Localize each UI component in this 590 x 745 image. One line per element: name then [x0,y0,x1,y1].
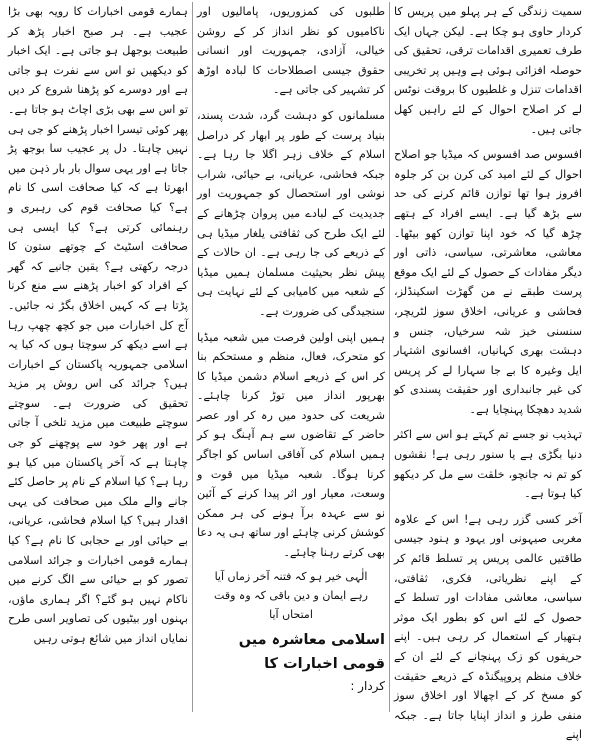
column-middle [192,2,390,712]
right-paragraph-1: سمیت زندگی کے ہر پہلو میں پریس کا کردار حاوی ہو چکا ہے۔ لیکن جہاں ایک طرف تعمیری اقدامات ترقی، تحقیق کی حوصلہ افزائی ہوئی ہے وہیں پر تخریبی اقدامات تنزل و غلطیوں کا بروقت نوٹس لے کر اصلاح احوال کے لئے راہیں کھل جاتی ہیں۔ [394,5,582,136]
section-heading: اسلامی معاشرہ میں قومی اخبارات کا [238,631,385,672]
column-left [4,2,192,712]
left-paragraph-1: ہمارے قومی اخبارات کا رویہ بھی بڑا عجیب ہے۔ ہر صبح اخبار پڑھ کر طبیعت بوجھل ہو جاتی ہے۔ ایک اخبار کو دیکھیں تو اس سے نفرت ہو جاتی ہے اور دوسرے کو پڑھنا شروع کر دیں تو اس سے بھی بڑی اچاٹ ہو جاتا ہے۔ پھر کوئی تیسرا اخبار پڑھنے کو جی ہی نہیں چاہتا۔ دل پر عجیب سا بوجھ پڑ جاتا ہے اور یہی سوال بار بار ذہن میں ابھرتا ہے کہ کیا صحافت اسی کا نام ہے؟ کیا صحافت قوم کی رہبری و رہنمائی کرتی ہے؟ کیا ایسی ہی صحافت اسٹیٹ کے چوتھے ستون کا درجہ رکھتی ہے؟ یقین جانیے کہ گھر کے افراد کو اخبار پڑھنے سے منع کرنا پڑتا ہے کہ کہیں اخلاق بگڑ نہ جائیں۔ آج کل اخبارات میں جو کچھ چھپ رہا ہے اسے دیکھ کر سوچتا ہوں کہ کیا یہ اسلامی جمہوریہ پاکستان کے اخبارات ہیں؟ جرائد کی اس روش پر مزید تحقیق کی ضرورت ہے۔ سوچتے سوچتے طبیعت میں مزید تلخی آ جاتی ہے اور پھر خود سے پوچھنے کو جی چاہتا ہے کہ آخر پاکستان میں کیا ہو رہا ہے؟ کیا اسلام کے نام پر حاصل کئے جانے والے ملک میں صحافت کی یہی اقدار ہیں؟ کیا اسلام فحاشی، عریانی، بے حیائی اور بے حجابی کا نام ہے؟ کیا ہمارے قومی اخبارات و جرائد اسلامی تصور کو بے حیائی سے الگ کرنے میں ناکام نہیں ہو گئے؟ اگر ہماری ماؤں، بہنوں اور بیٹیوں کی تصاویر اسی طرح نمایاں انداز میں شائع ہوتی رہیں [8,5,188,645]
middle-paragraph-3: ہمیں اپنی اولین فرصت میں شعبہ میڈیا کو متحرک، فعال، منظم و مستحکم بنا کر اس کے ذریعے اسلام دشمن میڈیا کا بھرپور انداز میں توڑ کرنا چاہئے۔ شریعت کی حدود میں رہ کر اور عصر حاضر کے تقاضوں سے ہم آہنگ ہو کر ہمیں اسلام کی آفاقی اساس کو اجاگر کرنا ہوگا۔ شعبہ میڈیا میں قوت و وسعت، معیار اور اثر پیدا کرنے کے آئین نو سے عہدہ برآ ہونے کی ہر ممکن کوشش کرنی چاہئے اور ساتھ ہی یہ دعا بھی کرتے رہنا چاہئے۔ [197,330,385,560]
poem-line-2: رہے ایمان و دین باقی کہ وہ وقت امتحاں آیا [214,588,368,621]
column-right [390,2,586,742]
middle-paragraph-2: مسلمانوں کو دہشت گرد، شدت پسند، بنیاد پرست کے طور پر ابھار کر دراصل اسلام کے خلاف زہر اگلا جا رہا ہے۔ جبکہ فحاشی، عریانی، بے حیائی، شراب نوشی اور استحصال کو جمہوریت اور جدیدیت کے لبادے میں پروان چڑھانے کے لئے ایک طرح کی ثقافتی یلغار میڈیا ہی کے ذریعے کی جا رہی ہے۔ ان حالات کے پیش نظر بحیثیت مسلمان ہمیں میڈیا کے شعبہ میں کامیابی کے لئے نہایت ہی سنجیدگی کی ضرورت ہے۔ [197,108,385,318]
poem-couplet [197,567,385,624]
section-subheading: کردار : [350,678,385,693]
right-paragraph-2: افسوس صد افسوس کہ میڈیا جو اصلاح احوال کے لئے امید کی کرن بن کر جلوہ افروز ہوا تھا توازن قائم کرنے کی حد سے بڑھ گیا ہے۔ ایسے افراد کے ہتھے چڑھ گیا کہ خود اپنا توازن کھو بیٹھا۔ معاشی، معاشرتی، سیاسی، ذاتی اور دیگر مفادات کے حصول کے لئے ایک موقع پرست طبقے نے من گھڑت اسکینڈلز، فحاشی و عریانی، اخلاق سوز لٹریچر، سنسنی خیز شہ سرخیاں، جنس و دہشت بھری کہانیاں، افسانوی اشتہار ایل وغیرہ کا بے جا سہارا لے کر پریس کی غیر جانبداری اور حقیقت پسندی کو شدید دھچکا پہنچایا ہے۔ [394,148,582,416]
poem-line-1: الٰہی خیر ہو کہ فتنہ آخر زماں آیا [214,569,368,583]
right-paragraph-4: آخر کسی گزر رہی ہے! اس کے علاوہ مغربی صیہونی اور یہود و ہنود جیسی طاقتیں عالمی پریس پر تسلط قائم کر کے اپنے نظریاتی، فکری، ثقافتی، سیاسی، معاشی مفادات اور تسلط کے حصول کے لئے اس کو بطور ایک موثر ہتھیار کے استعمال کر رہی ہیں۔ اپنے حریفوں کو زک پہنچانے کے لئے ان کے خلاف منظم پروپیگنڈہ کے ذریعے حقیقت کو مسخ کر کے اچھالا اور اخلاق سوز منفی طرز و انداز اپنایا جاتا ہے۔ جبکہ اپنے [394,512,582,742]
middle-paragraph-1: طلبوں کی کمزوریوں، پامالیوں اور ناکامیوں کو نظر انداز کر کے روشن خیالی، آزادی، جمہوریت اور انسانی حقوق جیسی اصطلاحات کا لبادہ اوڑھ کر تشہیر کی جاتی ہے۔ [197,5,385,97]
right-paragraph-3: تہذیب نو جسے تم کہتے ہو اس سے اکثر دنیا بگڑی ہے یا سنور رہی ہے! نقشوں کو تم نہ جانچو، خلقت سے مل کر دیکھو کیا ہوتا ہے۔ [394,428,582,501]
